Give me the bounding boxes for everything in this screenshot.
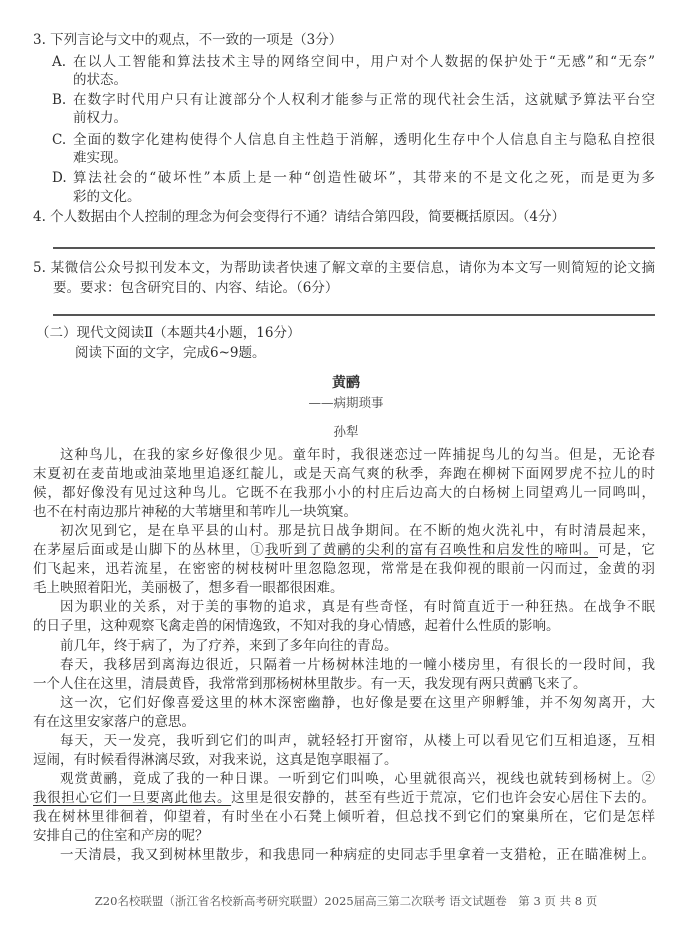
line-text: 在茅屋后面或是山脚下的丛林里，① (33, 542, 265, 559)
underlined-sentence: 我听到了黄鹂的尖利的富有召唤性和启发性的啼叫。 (264, 542, 599, 559)
article-subtitle: ——病期琐事 (308, 395, 384, 410)
option-text: 在以人工智能和算法技术主导的网络空间中，用户对个人数据的保护处于“无感”和“无奈” (73, 54, 655, 70)
question-4-stem: 4. 个人数据由个人控制的理念为何会变得行不通？请结合第四段，简要概括原因。（4分） (33, 209, 566, 225)
line-text: 候，都好像没有见过这种鸟儿。它既不在我那小小的村庄后边高大的白杨树上同望鸡儿一同鸣叫， (33, 485, 655, 502)
option-text-continued: 的状态。 (73, 72, 127, 88)
passage-line (33, 713, 195, 731)
passage-line (33, 560, 655, 578)
line-text: 春天，我移居到离海边很近，只隔着一片杨树林洼地的一幢小楼房里，有很长的一段时间，我 (60, 656, 655, 673)
passage-line (60, 846, 655, 864)
passage-line (60, 522, 655, 540)
line-text: 每天，天一发亮，我听到它们的叫声，就轻轻打开窗帘，从楼上可以看见它们互相追逐，互相 (60, 732, 655, 749)
option-text-continued: 难实现。 (73, 150, 127, 166)
article-author: 孙犁 (333, 424, 359, 439)
line-text: 这一次，它们好像喜爱这里的林木深密幽静，也好像是要在这里产卵孵雏，并不匆匆离开，大 (60, 694, 655, 711)
passage-line (60, 637, 398, 655)
passage-line (33, 541, 655, 559)
option-text: 在数字时代用户只有让渡部分个人权利才能参与正常的现代社会生活，这就赋予算法平台空 (73, 92, 655, 108)
underlined-sentence: 我很担心它们一旦要离此他去。 (33, 789, 232, 806)
line-text: 可是，它 (598, 542, 656, 559)
passage-line (33, 465, 655, 483)
line-text: 毛上映照着阳光，美丽极了，想多看一眼都很困难。 (33, 580, 344, 597)
line-text: 末夏初在麦苗地或油菜地里追逐红靛儿，或是天高气爽的秋季，奔跑在柳树下面网罗虎不拉儿的时 (33, 466, 655, 483)
article-title: 黄鹂 (332, 375, 360, 391)
passage-line (33, 827, 209, 845)
option-text-continued: 彩的文化。 (73, 189, 141, 205)
option-text-continued: 前权力。 (73, 110, 127, 126)
section-heading: （二）现代文阅读Ⅱ（本题共4小题，16分） (36, 325, 301, 341)
line-text: 观赏黄鹂，竟成了我的一种日课。一听到它们叫唤，心里就很高兴，视线也就转到杨树上。② (60, 770, 655, 787)
question-3-stem: 3. 下列言论与文中的观点，不一致的一项是（3分） (33, 32, 343, 48)
line-text: 一个人住在这里，清晨黄昏，我常常到那杨树林里散步。有一天，我发现有两只黄鹂飞来了。 (33, 675, 587, 692)
passage-line (33, 579, 344, 597)
line-text: 前几年，终于病了，为了疗养，来到了多年向往的青岛。 (60, 637, 398, 654)
option-label: C. (52, 132, 67, 148)
option-text: 算法社会的“破坏性”本质上是一种“创造性破坏”，其带来的不是文化之死，而是更为多 (73, 170, 655, 186)
option-label: D. (52, 170, 67, 186)
line-text: 这种鸟儿，在我的家乡好像很少见。童年时，我很迷恋过一阵捕捉鸟儿的勾当。但是，无论春 (60, 447, 655, 463)
passage-line (60, 446, 655, 464)
line-text: 安排自己的住室和产房的呢？ (33, 828, 209, 844)
answer-line-q4 (53, 247, 655, 249)
passage-line (33, 789, 655, 807)
passage-line (60, 732, 655, 750)
line-text: 有在这里安家落户的意思。 (33, 713, 195, 730)
section-instruction: 阅读下面的文字，完成6~9题。 (75, 345, 266, 361)
answer-line-q5 (53, 314, 655, 316)
line-text: 这里是很安静的，甚至有些近于荒凉，它们也许会安心居住下去的。 (231, 789, 656, 806)
line-text: 们飞起来，迅若流星，在密密的树枝树叶里忽隐忽现，常常是在我仰视的眼前一闪而过，金黄的羽 (33, 561, 655, 578)
passage-line (33, 484, 655, 502)
passage-line (33, 751, 398, 769)
line-text: 因为职业的关系，对于美的事物的追求，真是有些奇怪，有时简直近于一种狂热。在战争不眠 (60, 599, 655, 616)
passage-line (60, 598, 655, 616)
passage-line (33, 675, 587, 693)
passage-line (33, 617, 560, 635)
question-5-line-2: 要。要求：包含研究目的、内容、结论。（6分） (53, 280, 339, 296)
passage-line (60, 656, 655, 674)
option-label: A. (52, 54, 67, 70)
line-text: 也不在村南边那片神秘的大苇塘里和苇咋儿一块筑窠。 (33, 504, 357, 521)
option-text: 全面的数字化建构使得个人信息自主性趋于消解，透明化生存中个人信息自主与隐私自控很 (73, 132, 655, 148)
passage-line (33, 808, 655, 826)
line-text: 我在树林里徘徊着，仰望着，有时坐在小石凳上倾听着，但总找不到它们的窠巢所在，它们是怎样 (33, 808, 655, 825)
passage-line (60, 770, 655, 788)
passage-line (33, 503, 357, 521)
option-label: B. (52, 92, 67, 108)
line-text: 初次见到它，是在阜平县的山村。那是抗日战争期间。在不断的炮火洗礼中，有时清晨起来， (60, 523, 655, 540)
line-text: 一天清晨，我又到树林里散步，和我患同一种病症的史同志手里拿着一支猎枪，正在瞄准树上。 (60, 847, 655, 864)
question-5-line-1: 5. 某微信公众号拟刊发本文，为帮助读者快速了解文章的主要信息，请你为本文写一则简短的论文摘 (33, 260, 655, 276)
line-text: 的日子里，这种观察飞禽走兽的闲情逸致，不知对我的身心情感，起着什么性质的影响。 (33, 618, 560, 635)
line-text: 逗闹，有时候看得淋漓尽致，对我来说，这真是饱享眼福了。 (33, 751, 398, 768)
page-footer: Z20名校联盟（浙江省名校新高考研究联盟）2025届高三第二次联考 语文试题卷 第 3 页 共 8 页 (94, 894, 598, 908)
passage-line (60, 694, 655, 712)
